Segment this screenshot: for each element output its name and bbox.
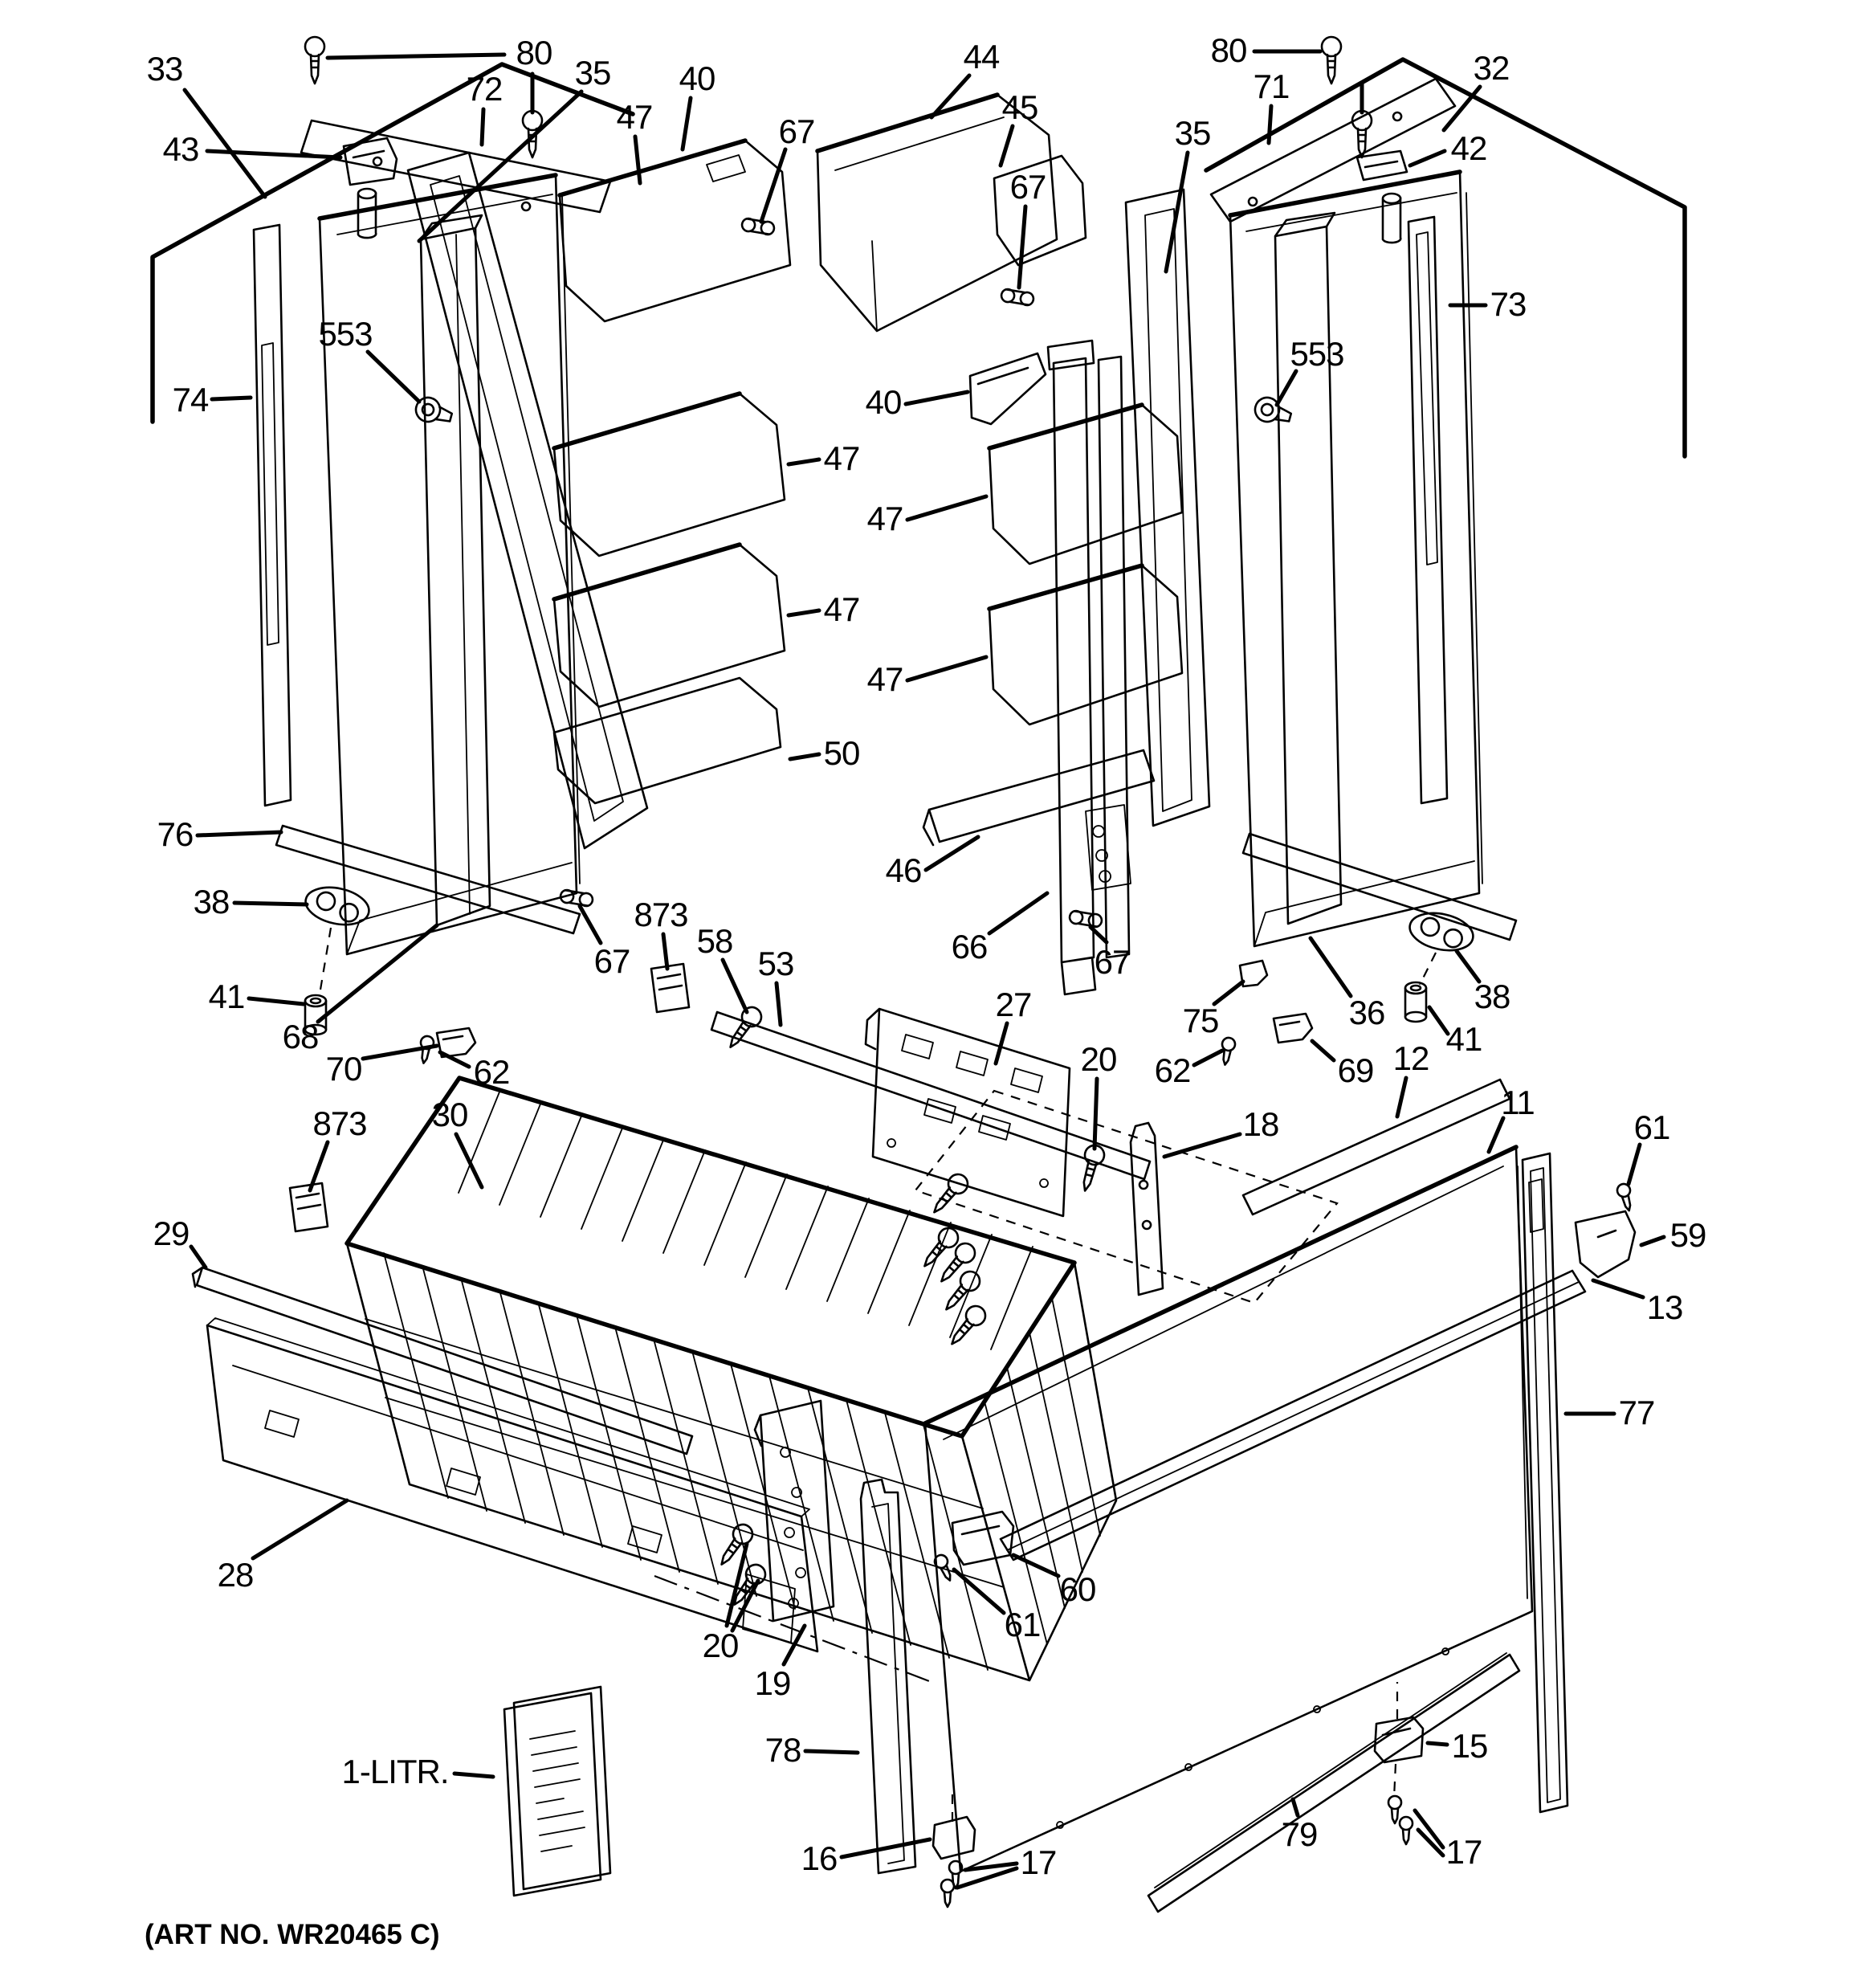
leader-line — [926, 837, 978, 870]
callout-61: 61 — [1004, 1606, 1041, 1643]
callout-47: 47 — [823, 590, 860, 628]
callout-38: 38 — [193, 883, 230, 921]
right-door-panel-edge — [1230, 172, 1460, 215]
door-top-trim-12 — [1243, 1080, 1510, 1214]
screw-icon — [714, 1521, 756, 1570]
alignment-dash — [1394, 1682, 1397, 1798]
callout-74: 74 — [172, 381, 209, 418]
callout-17: 17 — [1020, 1843, 1057, 1881]
leader-line — [1593, 1280, 1643, 1297]
leader-line — [663, 934, 667, 969]
callout-58: 58 — [696, 922, 733, 960]
leader-line — [191, 1247, 206, 1268]
left-hinge-bolt-head — [358, 189, 376, 198]
callout-20: 20 — [1080, 1040, 1117, 1078]
leader-line — [996, 1023, 1007, 1063]
leader-line — [1095, 1079, 1097, 1149]
callout-75: 75 — [1182, 1002, 1219, 1039]
leader-line — [1641, 1237, 1664, 1245]
callout-35: 35 — [574, 54, 611, 92]
screw-icon — [927, 1170, 972, 1219]
callout-72: 72 — [466, 70, 503, 108]
callout-70: 70 — [325, 1050, 362, 1088]
callout-71: 71 — [1253, 67, 1290, 105]
leader-line — [777, 983, 781, 1025]
screw-icon — [1388, 1796, 1401, 1823]
right-door-group — [817, 37, 1685, 1066]
screw-icon — [944, 1302, 989, 1350]
leader-line — [1489, 1118, 1503, 1152]
support-bracket-18 — [1131, 1123, 1163, 1295]
door-foot-16 — [933, 1817, 975, 1859]
left-handle-column-line — [456, 235, 470, 914]
leader-line — [1214, 982, 1243, 1004]
left-handle-column — [421, 215, 490, 925]
callout-28: 28 — [217, 1556, 254, 1594]
left-bottom-rail — [276, 826, 580, 933]
large-door-bin-44-rim — [817, 95, 997, 151]
callout-59: 59 — [1669, 1216, 1706, 1254]
callout-60: 60 — [1059, 1570, 1096, 1608]
basket-group — [193, 1078, 1116, 1896]
lower-door-panel-11-edge — [925, 1147, 1516, 1423]
leader-line — [1428, 1743, 1447, 1745]
callout-62: 62 — [1154, 1051, 1191, 1089]
callout-36: 36 — [1348, 994, 1385, 1031]
leader-line — [761, 149, 785, 222]
callout-47: 47 — [866, 660, 903, 698]
leader-line — [1311, 938, 1351, 996]
left-hinge-bolt — [358, 193, 376, 238]
callout-47: 47 — [823, 439, 860, 477]
grommet-icon — [302, 882, 372, 930]
callout-873: 873 — [634, 896, 688, 933]
literature-booklet — [504, 1687, 610, 1896]
callout-79: 79 — [1281, 1815, 1318, 1853]
leader-line — [954, 1570, 1004, 1613]
leader-line — [328, 55, 504, 58]
left-door-gasket — [408, 153, 647, 848]
end-cap-icon — [1274, 1014, 1312, 1043]
grommet-icon — [1406, 908, 1476, 956]
screw-icon — [305, 37, 324, 84]
callout-30: 30 — [431, 1096, 468, 1133]
leader-line — [198, 832, 281, 835]
right-door-bin-2 — [989, 565, 1182, 725]
bushing-icon — [1405, 982, 1426, 1022]
callout-873: 873 — [312, 1104, 367, 1142]
callout-80: 80 — [1210, 31, 1247, 69]
alignment-dash — [1420, 953, 1436, 985]
callout-41: 41 — [208, 978, 245, 1015]
leader-line — [482, 109, 483, 145]
leader-line — [1001, 126, 1013, 165]
screw-icon — [1322, 37, 1341, 84]
leader-line — [1164, 1134, 1240, 1157]
handle-end-cap-59 — [1576, 1211, 1635, 1277]
leader-line — [784, 1626, 805, 1664]
large-door-bin-44-inner — [835, 117, 1004, 331]
leader-line — [789, 610, 819, 615]
left-side-trim-slot — [262, 343, 279, 645]
door-bin-3-rim — [554, 545, 740, 599]
callout-553: 553 — [318, 315, 373, 353]
callout-41: 41 — [1445, 1020, 1482, 1058]
callout-69: 69 — [1337, 1051, 1374, 1089]
callout-50: 50 — [823, 734, 860, 772]
lower-door-group — [714, 1009, 1636, 1912]
leader-line — [253, 1500, 347, 1558]
left-door-panel — [320, 175, 577, 954]
callout-62: 62 — [473, 1053, 510, 1091]
leader-line — [456, 1134, 482, 1187]
lower-door-panel-11 — [925, 1147, 1532, 1872]
basket-front-panel-detail — [207, 1318, 809, 1643]
leader-line — [805, 1751, 858, 1753]
screw-icon — [1616, 1182, 1635, 1212]
callout-67: 67 — [593, 942, 630, 980]
callout-68: 68 — [282, 1018, 319, 1055]
leader-line — [580, 906, 601, 943]
callout-76: 76 — [157, 815, 194, 853]
right-hinge-bolt-head — [1383, 194, 1400, 203]
left-hinge-cap — [344, 138, 397, 185]
callout-46: 46 — [885, 851, 922, 889]
mullion-flipper-66 — [1048, 341, 1129, 994]
right-door-bin-1-rim — [989, 405, 1142, 448]
callout-42: 42 — [1450, 129, 1487, 167]
leader-line — [1397, 1078, 1406, 1116]
leader-line — [368, 352, 419, 402]
callout-61: 61 — [1633, 1108, 1670, 1146]
door-bin-3 — [554, 545, 785, 707]
callout-12: 12 — [1392, 1039, 1429, 1077]
callout-32: 32 — [1473, 49, 1510, 87]
callout-80: 80 — [516, 34, 552, 71]
callout-13: 13 — [1646, 1288, 1683, 1326]
callout-18: 18 — [1242, 1105, 1279, 1143]
leader-line — [1269, 106, 1271, 143]
left-side-trim — [254, 225, 291, 806]
door-handle-rail-13-inner — [1007, 1282, 1579, 1550]
leader-line — [1293, 1799, 1298, 1815]
leader-line — [1194, 1051, 1222, 1065]
callout-78: 78 — [764, 1731, 801, 1769]
callout-38: 38 — [1474, 978, 1510, 1015]
alignment-dash — [320, 928, 331, 994]
clip-icon — [1068, 905, 1103, 933]
leader-line — [906, 392, 968, 404]
leader-line — [363, 1046, 437, 1059]
callout-40: 40 — [679, 59, 715, 97]
callout-67: 67 — [778, 112, 815, 150]
callout-40: 40 — [865, 383, 902, 421]
left-door-panel-inner — [337, 194, 580, 954]
leader-line — [683, 98, 691, 149]
right-side-trim — [1408, 217, 1447, 803]
leader-line — [212, 398, 251, 399]
slide-rail-29 — [193, 1268, 692, 1454]
leader-line — [455, 1774, 493, 1777]
callout-33: 33 — [146, 50, 183, 88]
clip-icon — [740, 213, 775, 241]
callout-layer — [147, 31, 1706, 1888]
leader-line — [635, 137, 640, 183]
door-bin-2 — [554, 394, 785, 556]
lower-door-panel-11-inner — [944, 1166, 1527, 1828]
callout-15: 15 — [1451, 1727, 1488, 1765]
callout-27: 27 — [995, 986, 1032, 1023]
right-door-gasket — [1126, 190, 1209, 826]
screw-icon — [917, 1224, 962, 1272]
leader-line — [907, 496, 986, 520]
bin-divider-40 — [970, 353, 1046, 424]
leader-line — [1013, 1555, 1058, 1576]
leader-line — [723, 960, 747, 1012]
leader-line — [1277, 371, 1296, 405]
screw-icon — [941, 1880, 954, 1907]
callout-35: 35 — [1174, 114, 1211, 152]
callout-73: 73 — [1490, 285, 1527, 323]
literature-booklet-text-lines — [530, 1731, 585, 1851]
leader-line — [318, 925, 437, 1022]
screw-icon — [1400, 1817, 1413, 1844]
callout-67: 67 — [1009, 168, 1046, 206]
leader-line — [207, 151, 340, 157]
door-bin-2-rim — [554, 394, 740, 448]
left-door-gasket-inner — [430, 176, 623, 821]
callout-53: 53 — [757, 945, 794, 982]
freezer-basket-wires-front — [384, 1253, 988, 1670]
callout-44: 44 — [963, 38, 1000, 76]
leader-line — [790, 754, 819, 759]
door-bin-top — [560, 141, 790, 321]
leader-line — [249, 998, 304, 1004]
callout-17: 17 — [1445, 1833, 1482, 1871]
leader-line — [1312, 1041, 1334, 1060]
callout-67: 67 — [1094, 943, 1131, 981]
leader-line — [1429, 1007, 1448, 1034]
freezer-basket-wires-back — [459, 1090, 1033, 1349]
leader-line — [789, 459, 819, 464]
callout-16: 16 — [801, 1839, 838, 1877]
callout-47: 47 — [866, 500, 903, 537]
callout-29: 29 — [153, 1214, 190, 1252]
callout-45: 45 — [1001, 88, 1038, 126]
right-door-bin-2-rim — [989, 565, 1142, 609]
callout-47: 47 — [616, 98, 653, 136]
art-number: (ART NO. WR20465 C) — [145, 1919, 440, 1950]
callout-77: 77 — [1618, 1394, 1655, 1431]
leader-line — [842, 1839, 930, 1857]
door-side-trim-77-inner — [1529, 1168, 1560, 1802]
right-handle-column — [1275, 213, 1344, 924]
door-edge-strip-78 — [861, 1480, 915, 1873]
leader-line — [907, 657, 986, 680]
screw-icon — [1076, 1143, 1107, 1193]
leader-line — [234, 903, 307, 904]
door-bottom-rail-79 — [1148, 1655, 1519, 1912]
callout-20: 20 — [702, 1627, 739, 1664]
right-side-trim-slot — [1417, 232, 1437, 565]
retainer-clip-icon — [651, 964, 689, 1012]
callout-1-LITR.: 1-LITR. — [341, 1753, 449, 1790]
callout-43: 43 — [162, 130, 199, 168]
leader-line — [1629, 1145, 1640, 1184]
door-bin-top-detail — [566, 155, 745, 321]
right-door-gasket-inner — [1145, 209, 1192, 811]
door-handle-rail-13 — [1001, 1271, 1585, 1560]
right-hinge-cap — [1357, 151, 1407, 180]
mounting-plate-27-slots — [887, 1035, 1048, 1187]
leader-line — [1019, 206, 1025, 288]
callout-553: 553 — [1290, 335, 1344, 373]
leader-line — [1410, 151, 1445, 165]
door-bin-top-rim — [560, 141, 745, 195]
callout-11: 11 — [1501, 1084, 1535, 1121]
callout-19: 19 — [754, 1664, 791, 1702]
callout-66: 66 — [951, 928, 988, 965]
handle-bolt-icon — [1253, 395, 1294, 428]
right-bottom-rail — [1243, 834, 1516, 940]
leader-line — [989, 893, 1047, 933]
bin-rail-46 — [923, 750, 1154, 845]
